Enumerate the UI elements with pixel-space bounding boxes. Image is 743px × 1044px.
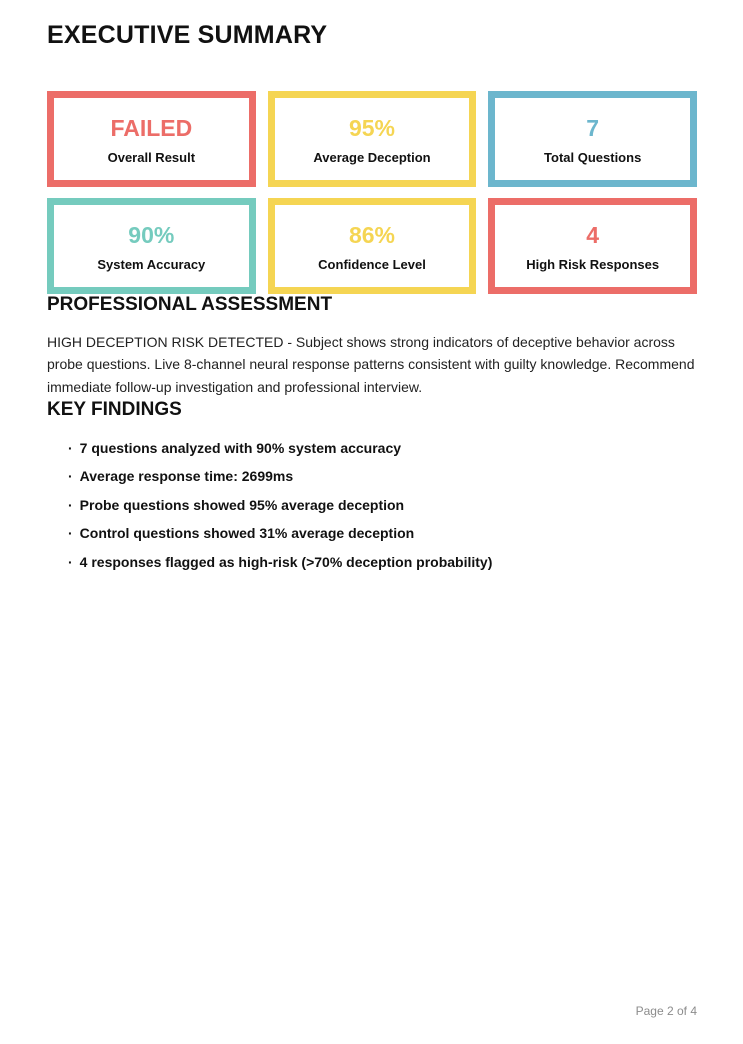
assessment-paragraph: HIGH DECEPTION RISK DETECTED - Subject shows strong indicators of deceptive behavior across probe questions. Live 8-channel neural response patterns consistent with guilty knowledge. Recommend immediate follow-up investigation and professional interview. [47,333,695,396]
key-finding-item [68,441,697,455]
bullet-icon: · [68,496,73,513]
stat-card [47,91,256,187]
key-finding-item [68,498,697,512]
page-number: Page 2 of 4 [635,1004,697,1018]
key-finding-text: Probe questions showed 95% average deception [79,496,405,513]
key-finding-item [68,469,697,483]
stat-card-value: 7 [586,114,600,141]
stat-card-value: 90% [128,221,175,248]
stat-card [268,91,477,187]
stat-card-value: 95% [348,114,396,141]
key-finding-text: 7 questions analyzed with 90% system accuracy [79,439,402,456]
stat-card-label: Total Questions [544,150,642,165]
stat-card [488,91,697,187]
stat-card [488,198,697,294]
stat-card-label: Average Deception [313,150,431,165]
professional-assessment-heading: PROFESSIONAL ASSESSMENT [47,294,333,315]
page-title: EXECUTIVE SUMMARY [47,21,328,49]
key-finding-text: Average response time: 2699ms [79,468,294,485]
stat-card [47,198,256,294]
key-finding-text: 4 responses flagged as high-risk (>70% deception probability) [79,553,493,570]
stat-card-value: FAILED [110,114,193,141]
key-finding-item [68,526,697,540]
bullet-icon: · [68,439,73,456]
stat-card-value: 86% [348,221,396,248]
key-finding-text: Control questions showed 31% average deception [79,525,415,542]
bullet-icon: · [68,468,73,485]
stat-card-label: Overall Result [107,150,196,165]
stat-cards-grid [47,91,697,294]
stat-card-label: High Risk Responses [526,257,660,272]
bullet-icon: · [68,525,73,542]
key-findings-list [47,441,697,569]
key-finding-item [68,555,697,569]
stat-card-value: 4 [586,221,600,248]
bullet-icon: · [68,553,73,570]
key-findings-heading: KEY FINDINGS [47,398,182,420]
stat-card-label: Confidence Level [318,257,426,272]
stat-card [268,198,477,294]
stat-card-label: System Accuracy [97,257,206,272]
